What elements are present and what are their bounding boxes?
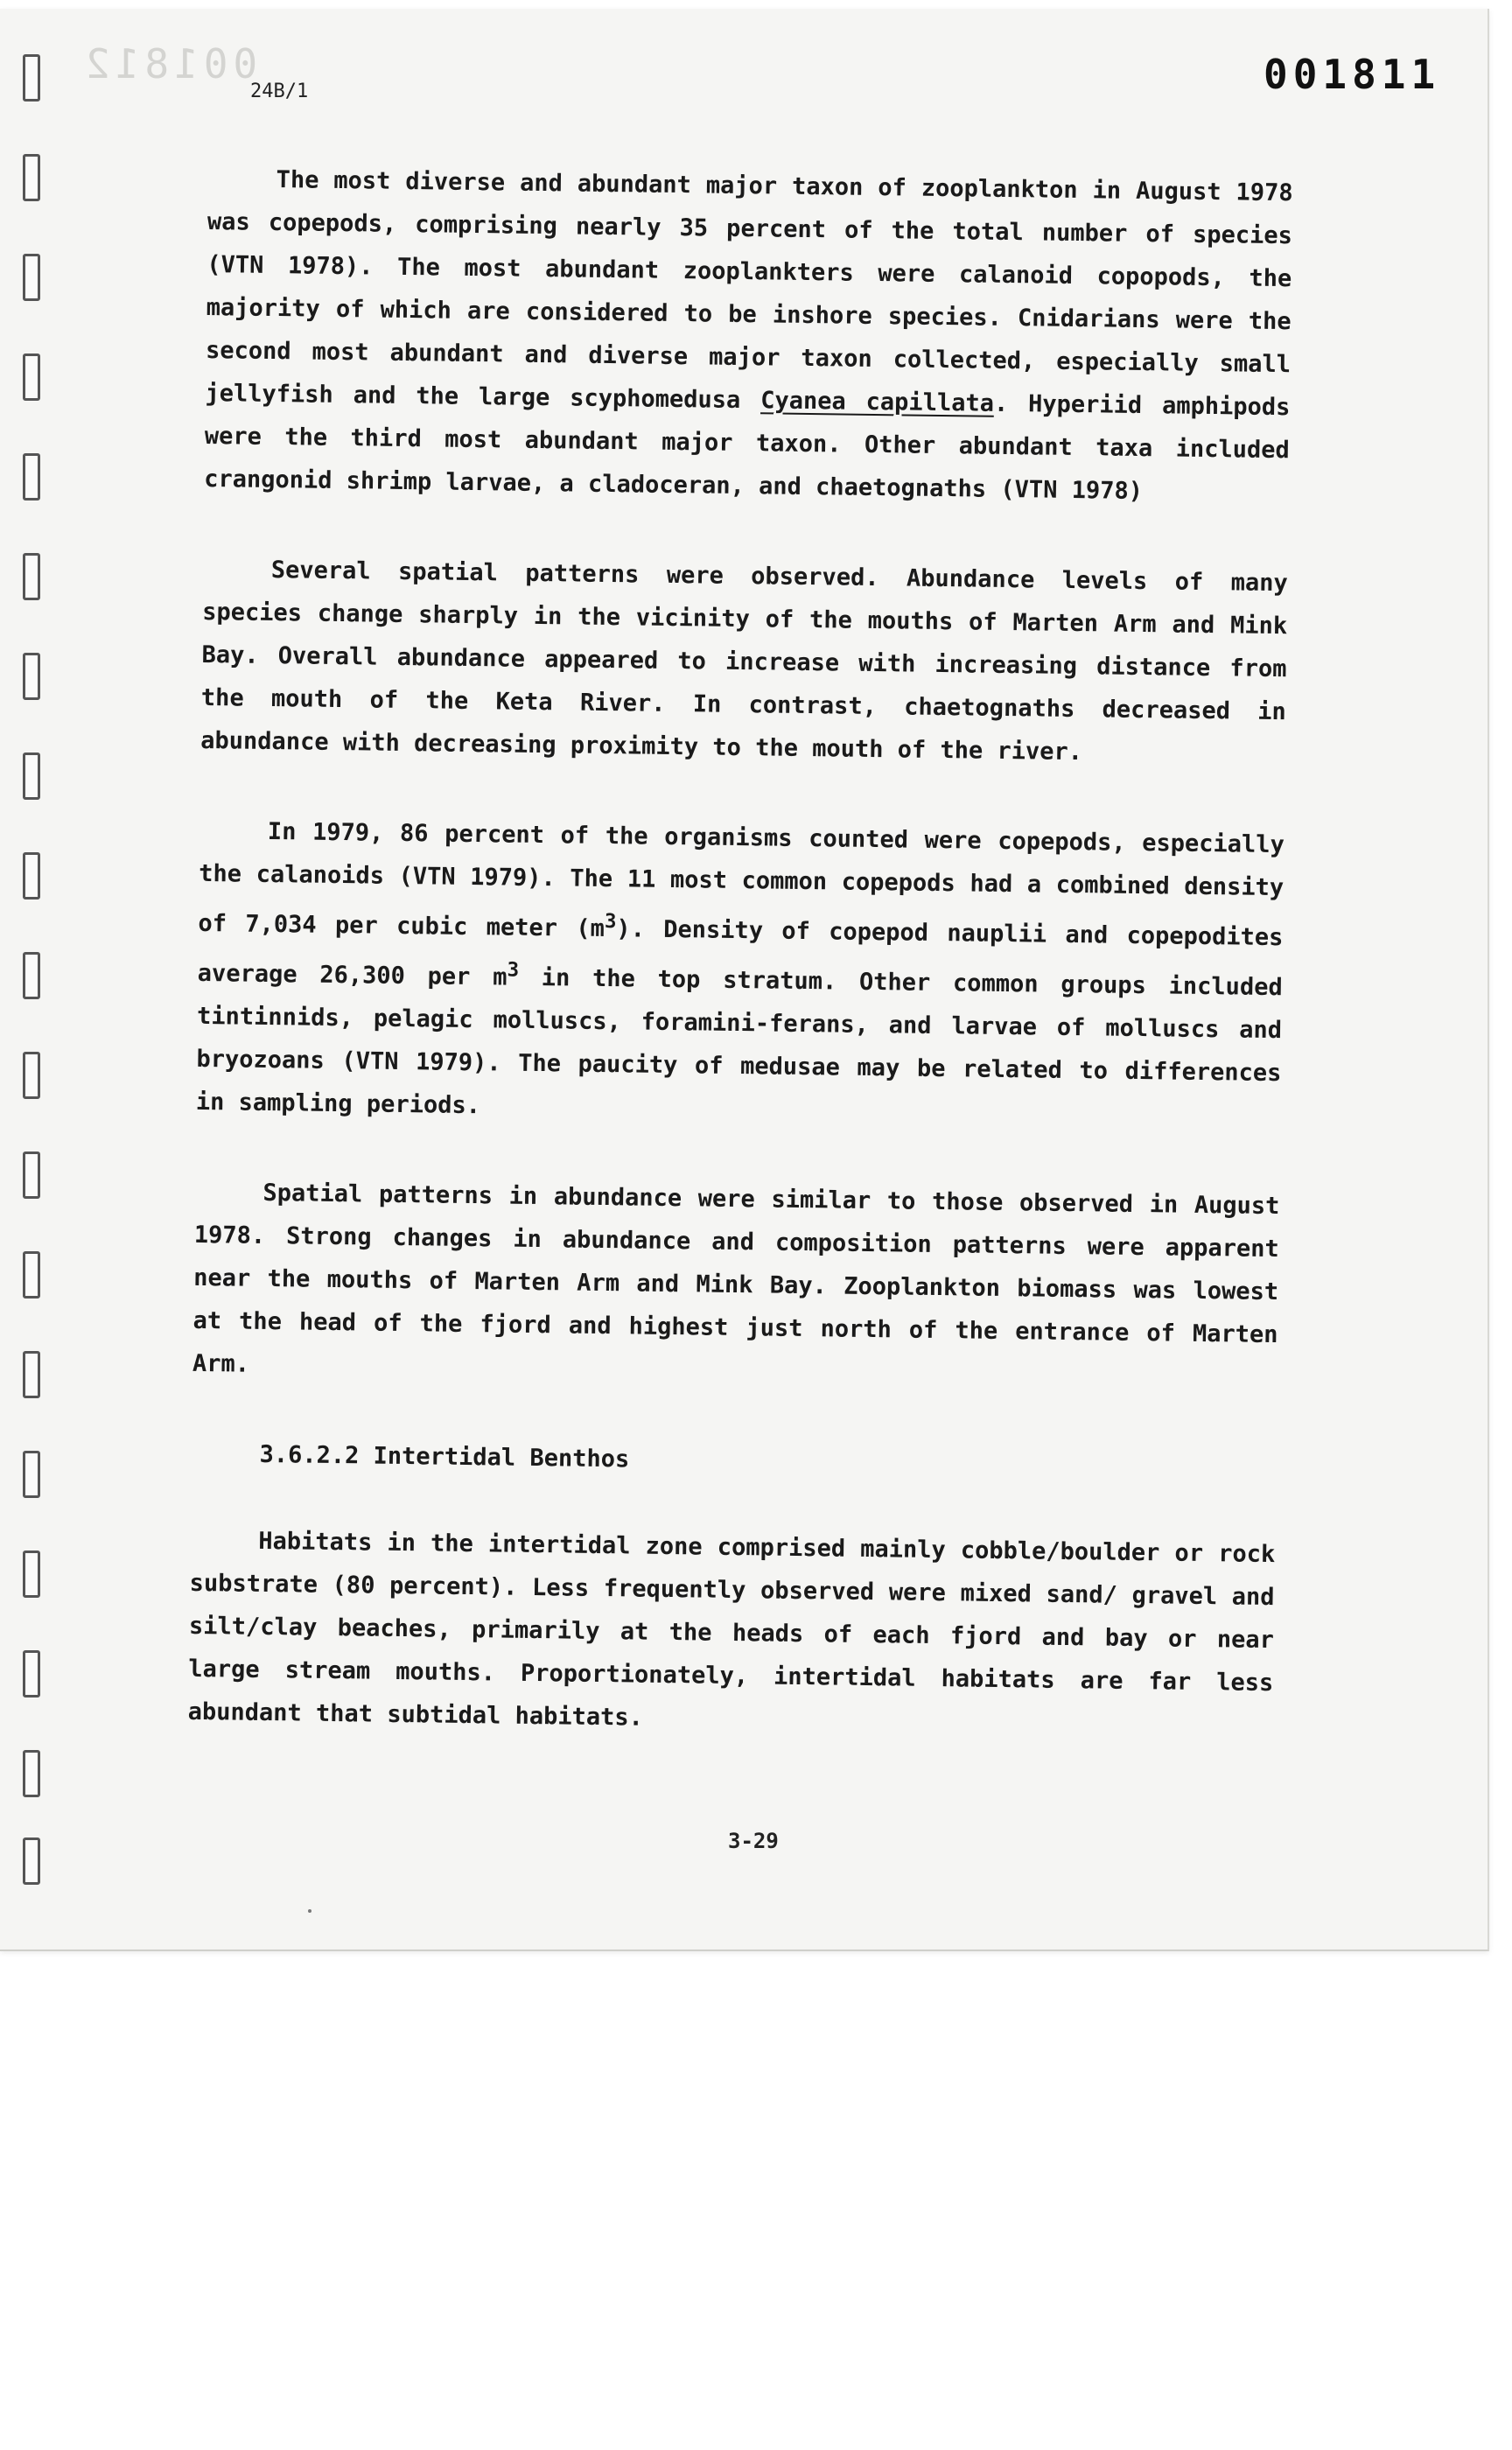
binder-hole-icon (23, 1750, 40, 1797)
binder-hole-icon (23, 653, 40, 700)
bleed-through-number: 001812 (80, 40, 258, 88)
binder-hole-icon (23, 1550, 40, 1598)
binder-hole-icon (23, 553, 40, 600)
text-segment: . Hyperiid amphipods were the third most abundant major taxon. Other abundant taxa included crangonid shrimp larvae, a cladoceran, and chaetognaths (VTN 1978) (203, 389, 1291, 506)
binder-hole-icon (23, 852, 40, 900)
document-id: 24B/1 (250, 80, 309, 102)
binder-hole-icon (23, 354, 40, 401)
section-heading: 3.6.2.2 Intertidal Benthos (259, 1440, 630, 1474)
superscript: 3 (604, 910, 617, 934)
binder-hole-icon (23, 154, 40, 201)
binder-hole-icon (23, 1451, 40, 1498)
binder-hole-icon (23, 254, 40, 301)
superscript: 3 (507, 958, 520, 982)
paragraph-spatial-patterns: Several spatial patterns were observed. Abundance levels of many species change sharply in the vicinity of the mouths of Marten Arm and Mink Bay. Overall abundance appeared to increase with increasing distance from the mouth of the Keta River. In contrast, chaetognaths decreased in abundance with decreasing proximity to the mouth of the river. (200, 556, 1288, 766)
binder-hole-icon (23, 1152, 40, 1199)
binder-hole-icon (23, 1251, 40, 1298)
paragraph-intertidal-habitats: Habitats in the intertidal zone comprised mainly cobble/boulder or rock substrate (80 percent). Less frequently observed were mixed sand/ gravel and silt/clay beaches, primarily at the heads of each fjord and bay or near large stream mouths. Proportionately, intertidal habitats are far less abundant that subtidal habitats. (187, 1527, 1276, 1732)
paragraph-zooplankton-1979 (196, 809, 1285, 1138)
binder-hole-icon (23, 1838, 40, 1885)
text-segment: ). Density of copepod nauplii and copepodites average 26,300 per m (197, 915, 1284, 991)
binder-hole-icon (23, 752, 40, 800)
paragraph-zooplankton-1978 (204, 158, 1293, 514)
body-text (187, 158, 1293, 1795)
binder-hole-icon (23, 1351, 40, 1398)
document-number: 001811 (1264, 51, 1441, 98)
text-segment: In 1979, 86 percent of the organisms counted were copepods, especially the calanoids (VTN 1979). The 11 most common copepods had a combined density of 7,034 per cubic meter (m (198, 817, 1285, 943)
binder-hole-icon (23, 54, 40, 102)
paragraph-spatial-abundance: Spatial patterns in abundance were similar to those observed in August 1978. Strong changes in abundance and composition patterns were apparent near the mouths of Marten Arm and Mink Bay. Zooplankton biomass was lowest at the head of the fjord and highest just north of the entrance of Marten Arm. (192, 1179, 1280, 1378)
text-segment: in the top stratum. Other common groups included tintinnids, pelagic molluscs, foramini-ferans, and larvae of molluscs and bryozoans (VTN 1979). The paucity of medusae may be related to differences in sampling periods. (195, 963, 1283, 1120)
binder-hole-icon (23, 453, 40, 500)
text-segment: The most diverse and abundant major taxon of zooplankton in August 1978 was copepods, comprising nearly 35 percent of the total number of species (VTN 1978). The most abundant zooplankters were calanoid copopods, the majority of which are considered to be inshore species. Cnidarians were the second most abundant and diverse major taxon collected, especially small jellyfish and the large scyphomedusa (205, 166, 1293, 415)
scan-speck (308, 1909, 312, 1913)
binder-hole-icon (23, 1052, 40, 1099)
document-page (0, 9, 1489, 1951)
binder-hole-icon (23, 1650, 40, 1698)
species-name: Cyanea capillata (760, 387, 995, 417)
binder-hole-icon (23, 952, 40, 999)
page-number: 3-29 (728, 1829, 779, 1853)
